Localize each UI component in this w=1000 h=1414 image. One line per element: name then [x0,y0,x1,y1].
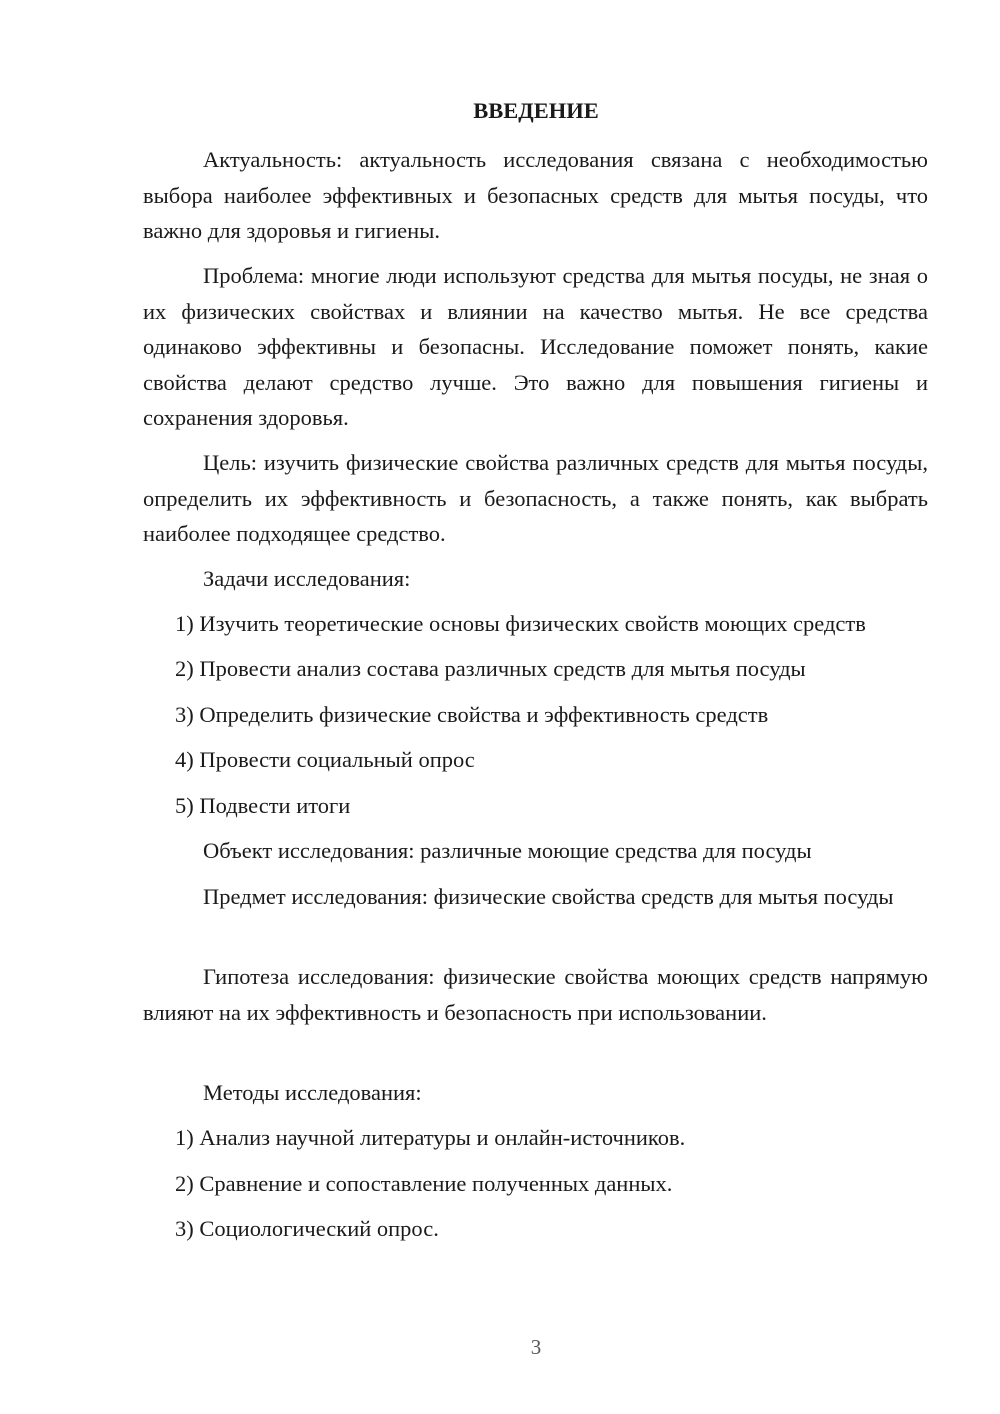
relevance-paragraph: Актуальность: актуальность исследования связана с необходимостью выбора наиболее эффективных и безопасных средств для мытья посуды, что важно для здоровья и гигиены. [143,147,928,243]
list-item: 5) Подвести итоги [175,793,351,818]
list-item: 2) Провести анализ состава различных средств для мытья посуды [175,656,806,681]
subject-paragraph: Предмет исследования: физические свойства средств для мытья посуды [203,884,894,909]
list-item: 4) Провести социальный опрос [175,747,475,772]
object-line: Объект исследования: различные моющие средства для посуды [203,838,812,863]
section-title: ВВЕДЕНИЕ [473,98,599,123]
goal-paragraph: Цель: изучить физические свойства различных средств для мытья посуды, определить их эффективность и безопасность, а также понять, как выбрать наиболее подходящее средство. [143,450,928,546]
methods-heading: Методы исследования: [203,1080,422,1105]
hypothesis-paragraph: Гипотеза исследования: физические свойства моющих средств напрямую влияют на их эффективность и безопасность при использовании. [143,964,928,1025]
list-item: 1) Изучить теоретические основы физических свойств моющих средств [175,611,866,636]
list-item: 3) Определить физические свойства и эффективность средств [175,702,769,727]
problem-paragraph: Проблема: многие люди используют средства для мытья посуды, не зная о их физических свойствах и влиянии на качество мытья. Не все средства одинаково эффективны и безопасны. Исследование поможет понять, какие свойства делают средство лучше. Это важно для повышения гигиены и сохранения здоровья. [143,263,928,430]
list-item: 2) Сравнение и сопоставление полученных данных. [175,1171,673,1196]
list-item: 3) Социологический опрос. [175,1216,439,1241]
list-item: 1) Анализ научной литературы и онлайн-источников. [175,1125,686,1150]
page-number: 3 [530,1335,542,1359]
tasks-heading: Задачи исследования: [203,566,411,591]
